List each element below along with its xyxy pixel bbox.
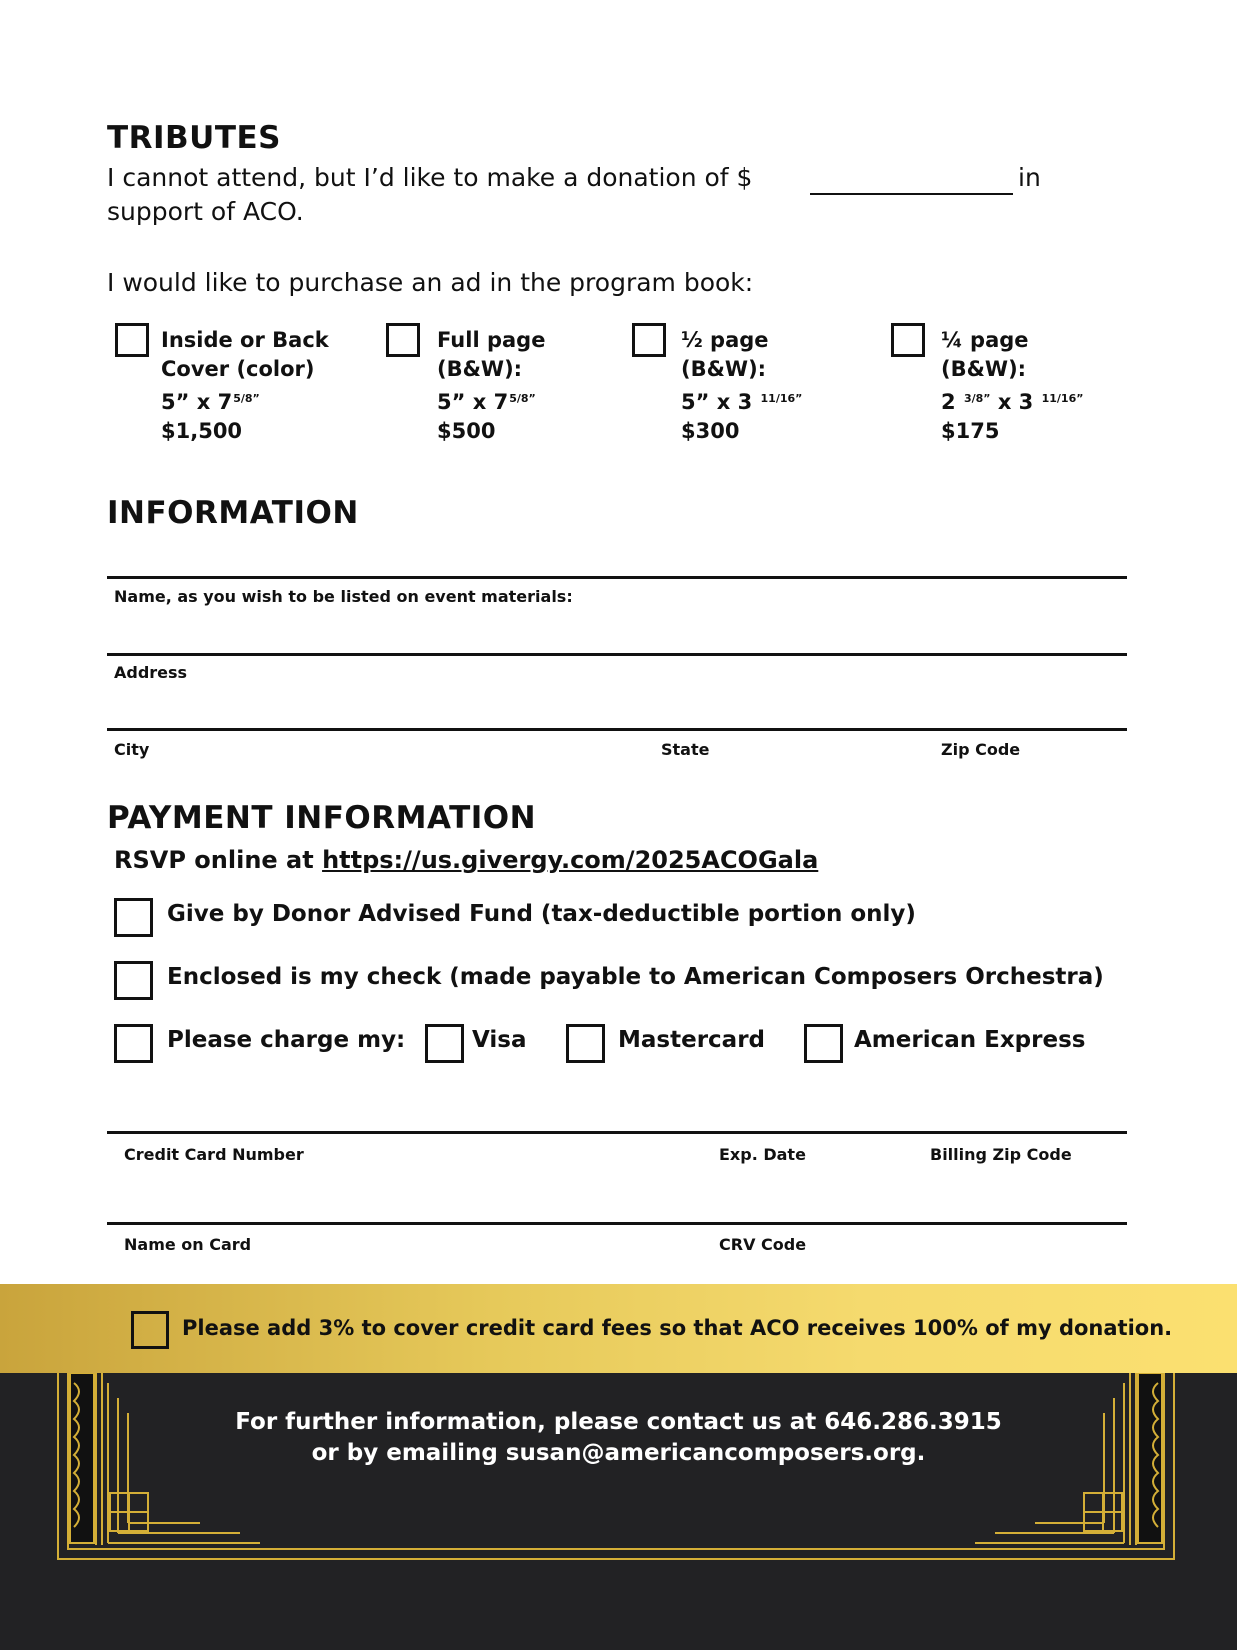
ad-option-price: $300 — [681, 419, 740, 443]
ad-option-subtitle: (B&W): — [437, 357, 523, 381]
ad-inside-back-cover-checkbox[interactable] — [115, 323, 149, 357]
ad-option-price: $175 — [941, 419, 1000, 443]
zip-field-label: Zip Code — [941, 740, 1021, 759]
ad-option-title: Full page — [437, 328, 546, 352]
ad-option-size: 5” x $7^{5/8”}$ — [437, 390, 536, 414]
amex-label: American Express — [854, 1027, 1086, 1053]
ad-option-title: ½ page — [681, 328, 769, 352]
footer-contact-line-1: For further information, please contact us at 646.286.3915 — [235, 1409, 1002, 1435]
check-enclosed-checkbox[interactable] — [114, 961, 153, 1000]
name-on-card-label: Name on Card — [124, 1235, 252, 1254]
charge-card-label: Please charge my: — [167, 1027, 406, 1053]
footer — [0, 1373, 1237, 1650]
city-field-label: City — [114, 740, 150, 759]
visa-label: Visa — [472, 1027, 527, 1053]
payment-heading: PAYMENT INFORMATION — [107, 800, 537, 836]
donor-advised-fund-checkbox[interactable] — [114, 898, 153, 937]
ad-option-half-page — [681, 326, 802, 446]
rsvp-link[interactable]: https://us.givergy.com/2025ACOGala — [322, 846, 819, 874]
visa-checkbox[interactable] — [425, 1024, 464, 1063]
donation-amount-field[interactable] — [810, 193, 1013, 195]
ad-full-page-checkbox[interactable] — [386, 323, 420, 357]
donor-advised-fund-label: Give by Donor Advised Fund (tax-deductible portion only) — [167, 901, 916, 927]
city-state-zip-line[interactable] — [107, 728, 1127, 731]
ad-option-full-page — [437, 326, 545, 446]
cover-fees-label: Please add 3% to cover credit card fees so that ACO receives 100% of my donation. — [182, 1316, 1173, 1340]
donation-prefix: I cannot attend, but I’d like to make a donation of $ — [107, 163, 753, 192]
charge-card-checkbox[interactable] — [114, 1024, 153, 1063]
ad-option-subtitle: (B&W): — [681, 357, 767, 381]
donation-line — [107, 163, 752, 192]
exp-date-label: Exp. Date — [719, 1145, 806, 1164]
check-enclosed-label: Enclosed is my check (made payable to American Composers Orchestra) — [167, 964, 1104, 990]
tributes-heading: TRIBUTES — [107, 120, 282, 156]
ad-option-inside-back-cover — [161, 326, 329, 446]
card-number-label: Credit Card Number — [124, 1145, 304, 1164]
amex-checkbox[interactable] — [804, 1024, 843, 1063]
rsvp-line — [114, 846, 818, 874]
ad-option-quarter-page — [941, 326, 1083, 446]
ad-prompt: I would like to purchase an ad in the program book: — [107, 268, 754, 297]
address-field-line[interactable] — [107, 653, 1127, 656]
information-heading: INFORMATION — [107, 495, 359, 531]
crv-code-label: CRV Code — [719, 1235, 807, 1254]
ad-option-price: $1,500 — [161, 419, 243, 443]
address-field-label: Address — [114, 663, 188, 682]
ad-quarter-page-checkbox[interactable] — [891, 323, 925, 357]
name-on-card-line[interactable] — [107, 1222, 1127, 1225]
cover-fees-checkbox[interactable] — [131, 1311, 169, 1349]
billing-zip-label: Billing Zip Code — [930, 1145, 1072, 1164]
name-field-line[interactable] — [107, 576, 1127, 579]
donation-line-2: support of ACO. — [107, 197, 304, 226]
ad-option-subtitle: (B&W): — [941, 357, 1027, 381]
ad-option-size: 5” x 3 $^{11/16”}$ — [681, 390, 803, 414]
ad-option-price: $500 — [437, 419, 496, 443]
footer-contact-line-2: or by emailing susan@americancomposers.org. — [311, 1440, 926, 1466]
name-field-label: Name, as you wish to be listed on event materials: — [114, 587, 573, 606]
donation-suffix: in — [1018, 163, 1041, 192]
ad-option-subtitle: Cover (color) — [161, 357, 315, 381]
mastercard-label: Mastercard — [618, 1027, 765, 1053]
rsvp-prefix: RSVP online at — [114, 846, 314, 874]
ad-option-size: 5” x $7^{5/8”}$ — [161, 390, 260, 414]
ad-option-title: Inside or Back — [161, 328, 329, 352]
card-number-line[interactable] — [107, 1131, 1127, 1134]
ad-half-page-checkbox[interactable] — [632, 323, 666, 357]
ad-option-title: ¼ page — [941, 328, 1029, 352]
state-field-label: State — [661, 740, 710, 759]
mastercard-checkbox[interactable] — [566, 1024, 605, 1063]
ad-option-size: 2 $^{3/8”}$ x 3 $^{11/16”}$ — [941, 390, 1084, 414]
